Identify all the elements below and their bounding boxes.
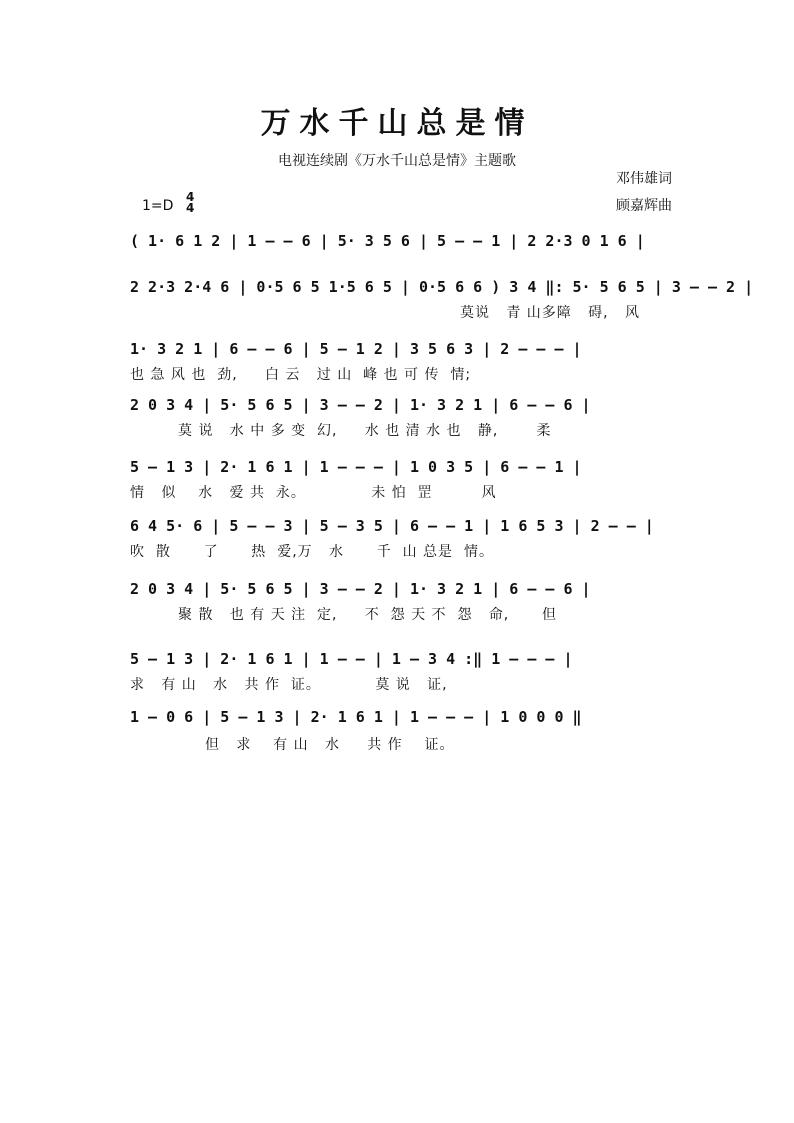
score-system-1: ( 1· 6 1 2 | 1 – – 6 | 5· 3 5 6 | 5 – – 1 | 2 2·3 0 1 6 | (130, 232, 645, 250)
lyrics-line-9: 但 求 有 山 水 共 作 证。 (205, 737, 455, 753)
lyrics-line-7: 聚 散 也 有 天 注 定, 不 怨 天 不 怨 命, 但 (178, 607, 557, 623)
time-signature (186, 192, 194, 214)
lyrics-line-5: 情 似 水 爱 共 永。 未 怕 罡 风 (130, 485, 497, 501)
time-signature-denominator: 4 (186, 201, 195, 215)
song-subtitle: 电视连续剧《万水千山总是情》主题歌 (278, 153, 516, 169)
song-title: 万水千山总是情 (260, 106, 534, 141)
lyrics-line-2: 莫说 青 山多障 碍, 风 (460, 305, 640, 321)
key-signature: 1=D (142, 198, 174, 214)
score-system-3: 1· 3 2 1 | 6 – – 6 | 5 – 1 2 | 3 5 6 3 | 2 – – – | (130, 340, 582, 358)
score-system-2: 2 2·3 2·4 6 | 0·5 6 5 1·5 6 5 | 0·5 6 6 ) 3 4 ‖: 5· 5 6 5 | 3 – – 2 | (130, 278, 754, 296)
score-system-5: 5 – 1 3 | 2· 1 6 1 | 1 – – – | 1 0 3 5 | 6 – – 1 | (130, 458, 582, 476)
lyrics-line-3: 也 急 风 也 劲, 白 云 过 山 峰 也 可 传 情; (130, 367, 472, 383)
lyrics-line-4: 莫 说 水 中 多 变 幻, 水 也 清 水 也 静, 柔 (178, 423, 552, 439)
lyrics-line-6: 吹 散 了 热 爱,万 水 千 山 总是 情。 (130, 544, 494, 560)
score-system-9: 1 – 0 6 | 5 – 1 3 | 2· 1 6 1 | 1 – – – | 1 0 0 0 ‖ (130, 708, 582, 726)
lyrics-line-8: 求 有 山 水 共 作 证。 莫 说 证, (130, 677, 448, 693)
score-system-6: 6 4 5· 6 | 5 – – 3 | 5 – 3 5 | 6 – – 1 | 1 6 5 3 | 2 – – | (130, 517, 654, 535)
composer-credit: 顾嘉辉曲 (616, 198, 672, 214)
time-signature-numerator: 4 (186, 190, 195, 204)
lyricist-credit: 邓伟雄词 (616, 171, 672, 187)
score-system-7: 2 0 3 4 | 5· 5 6 5 | 3 – – 2 | 1· 3 2 1 | 6 – – 6 | (130, 580, 591, 598)
score-system-4: 2 0 3 4 | 5· 5 6 5 | 3 – – 2 | 1· 3 2 1 | 6 – – 6 | (130, 396, 591, 414)
score-system-8: 5 – 1 3 | 2· 1 6 1 | 1 – – | 1 – 3 4 :‖ 1 – – – | (130, 650, 573, 668)
